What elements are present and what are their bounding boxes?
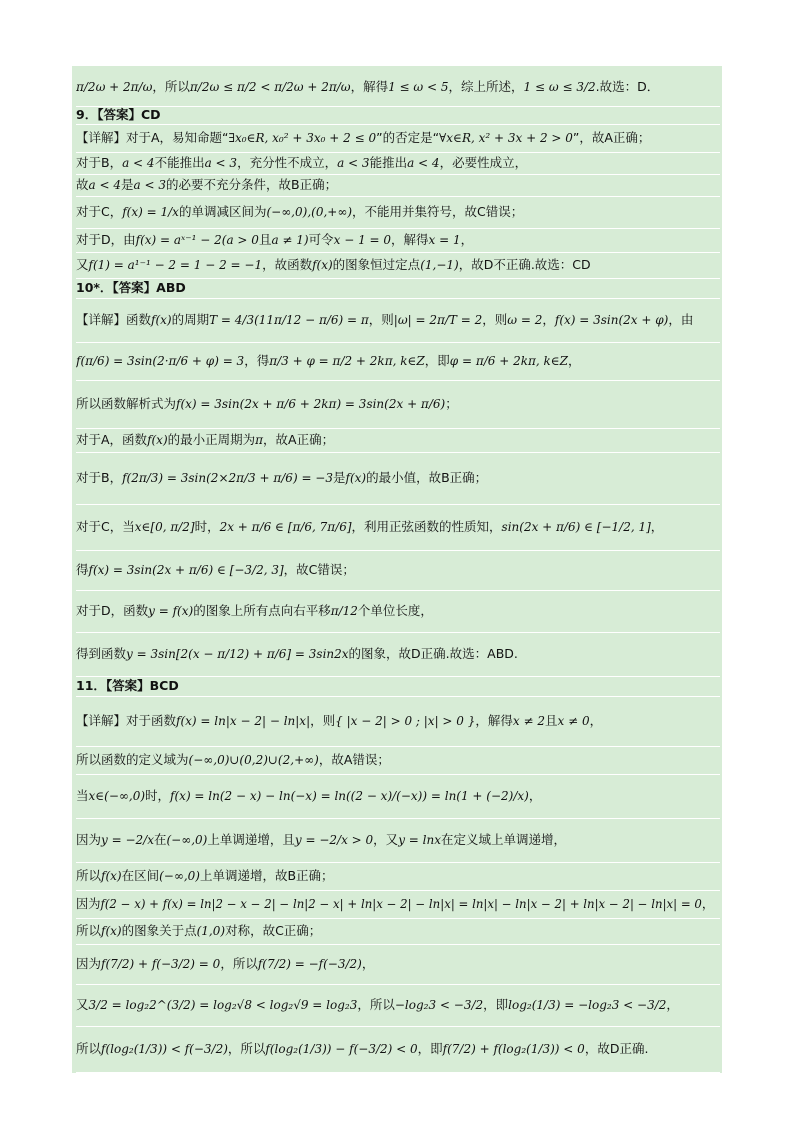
- text-run: 又: [76, 997, 89, 1012]
- text-run: 因为: [76, 956, 102, 971]
- text-run: 的最小正周期为: [167, 432, 256, 447]
- text-run: 是: [333, 470, 346, 485]
- text-run: ，: [567, 353, 581, 368]
- text-run: ，必要性成立，: [439, 155, 528, 170]
- text-run: 且: [544, 713, 558, 728]
- math-expression: π/2ω + 2π/ω: [76, 80, 153, 94]
- text-run: 上单调递增，故B正确；: [199, 868, 334, 883]
- text-run: 的最小值，故B正确；: [366, 470, 488, 485]
- math-expression: y = 3sin[2(x − π/12) + π/6] = 3sin2x: [126, 647, 349, 661]
- text-run: 的图象上所有点向右平移: [193, 603, 331, 618]
- solution-line: [76, 590, 720, 633]
- math-expression: f(x) = aˣ⁻¹ − 2(a > 0: [135, 233, 259, 247]
- solution-line: [76, 380, 720, 429]
- math-expression: f(x): [101, 924, 122, 938]
- text-run: 的图象，故D正确.故选：ABD.: [348, 646, 518, 661]
- text-run: ，故D正确.: [584, 1041, 649, 1056]
- text-run: ，故A正确；: [263, 432, 335, 447]
- text-run: 的周期: [171, 312, 210, 327]
- text-run: 对于B，: [76, 155, 123, 170]
- math-expression: ω = 2: [507, 313, 543, 327]
- math-expression: f(7/2) = −f(−3/2): [257, 957, 362, 971]
- text-run: 【详解】对于A，易知命题“: [76, 130, 229, 145]
- solution-line: [76, 676, 720, 697]
- math-expression: f(x): [345, 471, 367, 485]
- text-run: ；: [445, 396, 458, 411]
- math-expression: ∀x∈R, x² + 3x + 2 > 0: [439, 131, 573, 145]
- text-run: 对于C，: [76, 204, 123, 219]
- text-run: 【详解】对于函数: [76, 713, 177, 728]
- text-run: 当: [76, 788, 89, 803]
- text-run: 故: [76, 177, 89, 192]
- text-run: ，: [589, 713, 603, 728]
- math-expression: f(7/2) + f(−3/2) = 0: [101, 957, 221, 971]
- text-run: 所以: [76, 923, 102, 938]
- text-run: ，解得: [475, 713, 513, 728]
- text-run: 在: [153, 832, 167, 847]
- solution-line: [76, 746, 720, 775]
- solution-line: [76, 1026, 720, 1073]
- solution-line: [76, 68, 720, 107]
- math-expression: π/3 + φ = π/2 + 2kπ, k∈Z: [269, 354, 425, 368]
- text-run: 能推出: [369, 155, 408, 170]
- text-run: ，即: [483, 997, 509, 1012]
- text-run: 9．【答案】CD: [76, 107, 161, 122]
- text-run: ”，故A正确；: [572, 130, 651, 145]
- solution-line: [76, 152, 720, 175]
- solution-line: [76, 696, 720, 747]
- text-run: 的图象恒过定点: [332, 257, 421, 272]
- text-run: 上单调递增，且: [207, 832, 295, 847]
- math-expression: π/12: [330, 604, 358, 618]
- text-run: ，得: [244, 353, 270, 368]
- text-run: 时，: [145, 788, 171, 803]
- math-expression: π: [255, 433, 264, 447]
- math-expression: a < 4: [122, 156, 155, 170]
- text-run: ，所以: [227, 1041, 266, 1056]
- text-run: ，: [460, 232, 474, 247]
- text-run: 对称，故C正确；: [225, 923, 322, 938]
- math-expression: f(x) = 1/x: [122, 205, 179, 219]
- text-run: 10*．【答案】ABD: [76, 280, 186, 295]
- solution-line: [76, 504, 720, 551]
- math-expression: a < 3: [204, 156, 238, 170]
- text-run: 在定义域上单调递增，: [440, 832, 566, 847]
- math-expression: f(π/6) = 3sin(2·π/6 + φ) = 3: [76, 354, 245, 368]
- text-run: ，故A错误；: [318, 752, 390, 767]
- math-expression: f(x) = 3sin(2x + π/6 + 2kπ) = 3sin(2x + π/6): [176, 397, 446, 411]
- math-expression: f(x) = 3sin(2x + φ): [554, 313, 669, 327]
- text-run: ，故D不正确.故选：CD: [458, 257, 591, 272]
- text-run: ，: [542, 312, 555, 327]
- math-expression: y = −2/x > 0: [294, 833, 374, 847]
- solution-line: [76, 106, 720, 125]
- text-run: ，: [666, 997, 679, 1012]
- text-run: ，: [361, 956, 375, 971]
- math-expression: f(x): [312, 258, 333, 272]
- math-expression: f(x): [147, 433, 168, 447]
- math-expression: x ≠ 0: [557, 714, 590, 728]
- solution-line: [76, 550, 720, 591]
- text-run: ，则: [482, 312, 508, 327]
- math-expression: x∈[0, π/2]: [134, 520, 195, 534]
- solution-line: [76, 252, 720, 279]
- math-expression: { |x − 2| > 0 ; |x| > 0 }: [335, 714, 476, 728]
- text-run: 因为: [76, 832, 102, 847]
- text-run: ，利用正弦函数的性质知，: [351, 519, 502, 534]
- math-expression: a < 4: [88, 178, 121, 192]
- text-run: ，故函数: [262, 257, 313, 272]
- math-expression: a < 3: [337, 156, 370, 170]
- math-expression: −log₂3 < −3/2: [394, 998, 484, 1012]
- math-expression: 2x + π/6 ∈ [π/6, 7π/6]: [219, 520, 352, 534]
- solution-line: [76, 818, 720, 863]
- text-run: 所以: [76, 1041, 102, 1056]
- math-expression: (1,−1): [420, 258, 459, 272]
- text-run: 在区间: [121, 868, 160, 883]
- math-expression: 1 ≤ ω ≤ 3/2: [523, 80, 596, 94]
- text-run: ，则: [310, 713, 336, 728]
- text-run: ，故C错误；: [283, 562, 355, 577]
- text-run: 所以: [76, 868, 102, 883]
- text-run: 因为: [76, 897, 101, 911]
- text-run: 时，: [194, 519, 220, 534]
- solution-line: [76, 174, 720, 197]
- math-expression: f(x) = ln(2 − x) − ln(−x) = ln((2 − x)/(−x)) = ln(1 + (−2)/x): [170, 789, 529, 803]
- math-expression: 3/2 = log₂2^(3/2) = log₂√8 < log₂√9 = log₂3: [88, 998, 358, 1012]
- solution-line: [76, 862, 720, 891]
- text-run: .故选：D．: [595, 79, 660, 94]
- math-expression: f(7/2) + f(log₂(1/3)) < 0: [442, 1042, 585, 1056]
- math-expression: f(1) = a¹⁻¹ − 2 = 1 − 2 = −1: [88, 258, 263, 272]
- solution-line: [76, 196, 720, 229]
- text-run: 对于B，: [76, 470, 123, 485]
- text-run: 的单调减区间为: [178, 204, 267, 219]
- text-run: ，: [650, 519, 664, 534]
- math-expression: f(x): [151, 313, 172, 327]
- math-expression: a ≠ 1): [271, 233, 309, 247]
- math-expression: f(log₂(1/3)) − f(−3/2) < 0: [265, 1042, 418, 1056]
- text-run: ，所以: [357, 997, 395, 1012]
- math-expression: π/2ω ≤ π/2 < π/2ω + 2π/ω: [189, 80, 351, 94]
- text-run: 对于C，当: [76, 519, 135, 534]
- solution-line: [76, 298, 720, 343]
- text-run: 得: [76, 562, 89, 577]
- text-run: ，解得: [350, 79, 389, 94]
- text-run: 得到函数: [76, 646, 127, 661]
- solution-line: [76, 452, 720, 505]
- solution-line: [76, 774, 720, 819]
- text-run: 11．【答案】BCD: [76, 678, 179, 693]
- text-run: ，: [528, 788, 542, 803]
- text-run: 是: [121, 177, 134, 192]
- text-run: ，: [701, 897, 715, 911]
- text-run: 个单位长度，: [357, 603, 433, 618]
- solution-line: [76, 984, 720, 1027]
- text-run: ，由: [668, 312, 694, 327]
- text-run: 又: [76, 257, 89, 272]
- text-run: ，即: [424, 353, 450, 368]
- math-expression: f(x): [101, 869, 122, 883]
- solution-sheet: [72, 66, 722, 1073]
- solution-line: [76, 918, 720, 945]
- solution-line: [76, 890, 720, 919]
- math-expression: (−∞,0): [166, 833, 208, 847]
- text-run: 且: [258, 232, 272, 247]
- math-expression: f(2π/3) = 3sin(2×2π/3 + π/6) = −3: [122, 471, 333, 485]
- text-run: ，又: [373, 832, 399, 847]
- math-expression: a < 3: [133, 178, 166, 192]
- text-run: 的必要不充分条件，故B正确；: [166, 177, 338, 192]
- math-expression: sin(2x + π/6) ∈ [−1/2, 1]: [501, 520, 651, 534]
- text-run: ，不能用并集符号，故C错误；: [352, 204, 524, 219]
- math-expression: y = lnx: [398, 833, 441, 847]
- solution-line: [76, 632, 720, 677]
- math-expression: x∈(−∞,0): [88, 789, 146, 803]
- math-expression: f(x) = 3sin(2x + π/6) ∈ [−3/2, 3]: [88, 563, 284, 577]
- math-expression: x ≠ 2: [512, 714, 545, 728]
- math-expression: φ = π/6 + 2kπ, k∈Z: [449, 354, 568, 368]
- text-run: 不能推出: [154, 155, 205, 170]
- text-run: 对于D，函数: [76, 603, 149, 618]
- math-expression: f(2 − x) + f(x) = ln|2 − x − 2| − ln|2 − x| + ln|x − 2| − ln|x| = ln|x| − ln|x − 2| + ln|x − 2| − ln|x| = 0: [100, 897, 702, 911]
- solution-line: [76, 228, 720, 253]
- text-run: ，充分性不成立，: [237, 155, 338, 170]
- math-expression: x − 1 = 0: [333, 233, 392, 247]
- text-run: 可令: [308, 232, 334, 247]
- math-expression: (−∞,0),(0,+∞): [266, 205, 352, 219]
- math-expression: log₂(1/3) = −log₂3 < −3/2: [508, 998, 667, 1012]
- math-expression: f(log₂(1/3)) < f(−3/2): [101, 1042, 228, 1056]
- math-expression: y = f(x): [148, 604, 194, 618]
- text-run: ，则: [368, 312, 394, 327]
- text-run: 对于A，函数: [76, 432, 148, 447]
- math-expression: f(x) = ln|x − 2| − ln|x|: [176, 714, 311, 728]
- text-run: ”的否定是“: [376, 130, 440, 145]
- solution-line: [76, 278, 720, 299]
- math-expression: a < 4: [407, 156, 440, 170]
- solution-line: [76, 342, 720, 381]
- math-expression: (−∞,0)∪(0,2)∪(2,+∞): [188, 753, 319, 767]
- math-expression: |ω| = 2π/T = 2: [393, 313, 483, 327]
- solution-line: [76, 428, 720, 453]
- solution-line: [76, 944, 720, 985]
- math-expression: y = −2/x: [101, 833, 154, 847]
- text-run: 的图象关于点: [121, 923, 197, 938]
- math-expression: 1 ≤ ω < 5: [388, 80, 449, 94]
- text-run: ，解得: [391, 232, 429, 247]
- text-run: ，所以: [152, 79, 190, 94]
- text-run: ，综上所述，: [448, 79, 524, 94]
- text-run: ，所以: [220, 956, 258, 971]
- math-expression: x = 1: [428, 233, 461, 247]
- text-run: 【详解】函数: [76, 312, 152, 327]
- text-run: 对于D，由: [76, 232, 136, 247]
- math-expression: (−∞,0): [159, 869, 200, 883]
- text-run: ，即: [417, 1041, 443, 1056]
- math-expression: ∃x₀∈R, x₀² + 3x₀ + 2 ≤ 0: [228, 131, 377, 145]
- solution-line: [76, 124, 720, 153]
- math-expression: T = 4/3(11π/12 − π/6) = π: [209, 313, 369, 327]
- math-expression: (1,0): [196, 924, 226, 938]
- text-run: 所以函数的定义域为: [76, 752, 189, 767]
- text-run: 所以函数解析式为: [76, 396, 177, 411]
